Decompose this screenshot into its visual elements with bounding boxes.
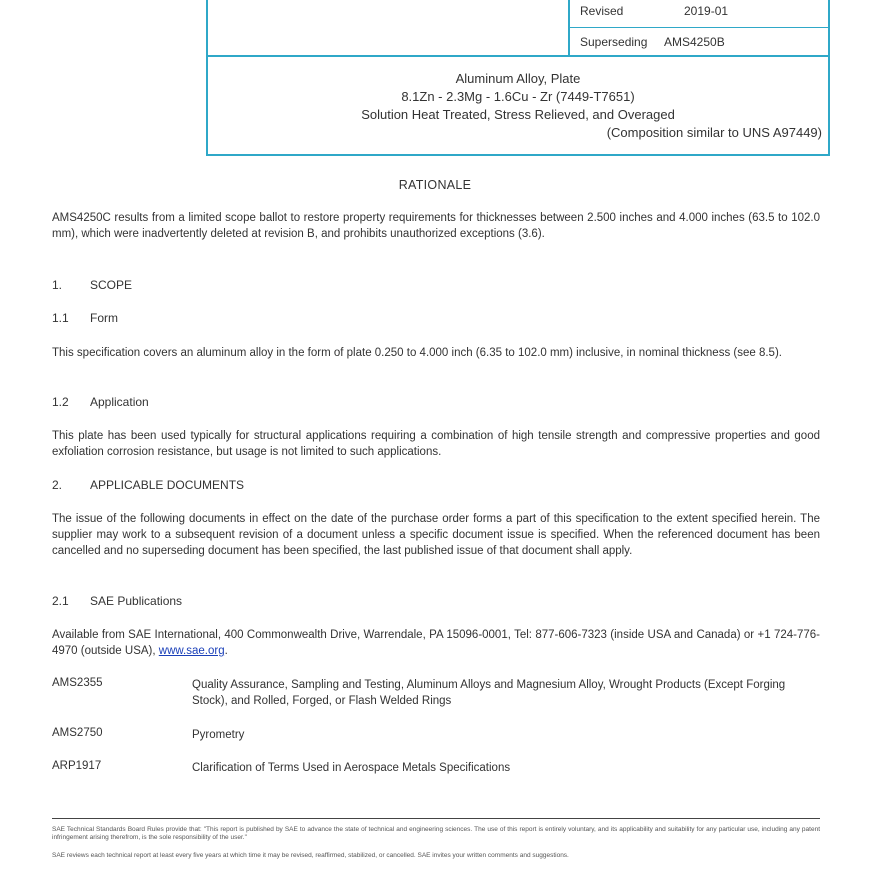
title-line-1: Aluminum Alloy, Plate — [455, 71, 581, 86]
sae-website-link[interactable]: www.sae.org — [158, 645, 225, 657]
section-2-heading — [52, 478, 244, 492]
footer-rule — [52, 818, 820, 819]
section-1-1-text: This specification covers an aluminum alloy in the form of plate 0.250 to 4.000 inch (6.35 to 102.0 mm) inclusive, in nominal thickness (see 8.5). — [52, 347, 782, 359]
section-1-2-text: This plate has been used typically for structural applications requiring a combination of high tensile strength and compressive properties and good exfoliation corrosion resistance, but usage is not limited to such applications. — [52, 430, 820, 458]
section-number: 2.1 — [52, 594, 69, 608]
header-divider — [568, 0, 570, 56]
sentence-end: . — [224, 645, 228, 657]
section-title: SAE Publications — [90, 594, 183, 608]
footer-review-note: SAE reviews each technical report at least every five years at which time it may be revised, reaffirmed, stabilized, or cancelled. SAE invites your written comments and suggestions. — [52, 852, 569, 859]
sae-address: Available from SAE International, 400 Commonwealth Drive, Warrendale, PA 15096-0001, Tel: 877-606-7323 (inside USA and Canada) or +1 724-776-4970 (outside USA), — [52, 629, 820, 657]
title-line-2: 8.1Zn - 2.3Mg - 1.6Cu - Zr (7449-T7651) — [401, 89, 635, 104]
superseding-value: AMS4250B — [664, 35, 725, 49]
section-2-1-heading — [52, 594, 182, 608]
section-2-1-text — [52, 627, 820, 659]
title-line-4: (Composition similar to UNS A97449) — [606, 125, 822, 140]
reference-description: Clarification of Terms Used in Aerospace Metals Specifications — [192, 762, 511, 774]
rationale-text: AMS4250C results from a limited scope ballot to restore property requirements for thicknesses between 2.500 inches and 4.000 inches (63.5 to 102.0 mm), which were inadvertently deleted at revision B, and prohibits unauthorized exceptions (3.6). — [52, 212, 820, 240]
reference-code: AMS2750 — [52, 727, 103, 739]
header-rule — [206, 55, 830, 57]
header-rule-inner — [570, 27, 830, 28]
section-1-2-heading — [52, 395, 149, 409]
revised-label: Revised — [580, 4, 624, 18]
reference-code: ARP1917 — [52, 760, 102, 772]
rationale-heading: RATIONALE — [398, 178, 472, 192]
section-2-text: The issue of the following documents in effect on the date of the purchase order forms a part of this specification to the extent specified herein. The supplier may work to a subsequent revision of a document unless a specific document issue is specified. When the referenced document has been cancelled and no superseding document has been specified, the last published issue of that document shall apply. — [52, 513, 820, 557]
reference-description: Pyrometry — [192, 729, 245, 741]
document-title — [208, 70, 828, 142]
footer-disclaimer: SAE Technical Standards Board Rules provide that: "This report is published by SAE to advance the state of technical and engineering sciences. The use of this report is entirely voluntary, and its applicability and suitability for any particular use, including any patent infringement arising therefrom, is the sole responsibility of the user." — [52, 826, 820, 841]
section-number: 1.2 — [52, 395, 69, 409]
section-1-1-heading — [52, 311, 118, 325]
section-title: Application — [90, 395, 149, 409]
title-line-3: Solution Heat Treated, Stress Relieved, and Overaged — [361, 107, 675, 122]
section-1-heading — [52, 278, 132, 292]
revised-value: 2019-01 — [684, 4, 729, 18]
reference-description: Quality Assurance, Sampling and Testing, Aluminum Alloys and Magnesium Alloy, Wrought Products (Except Forging Stock), and Rolled, Forged, or Flash Welded Rings — [192, 679, 786, 707]
section-title: SCOPE — [90, 278, 133, 292]
section-title: APPLICABLE DOCUMENTS — [90, 478, 245, 492]
reference-code: AMS2355 — [52, 677, 103, 689]
section-number: 1.1 — [52, 311, 69, 325]
section-number: 1. — [52, 278, 63, 292]
section-title: Form — [90, 311, 118, 325]
superseding-label: Superseding — [580, 35, 648, 49]
section-number: 2. — [52, 478, 63, 492]
